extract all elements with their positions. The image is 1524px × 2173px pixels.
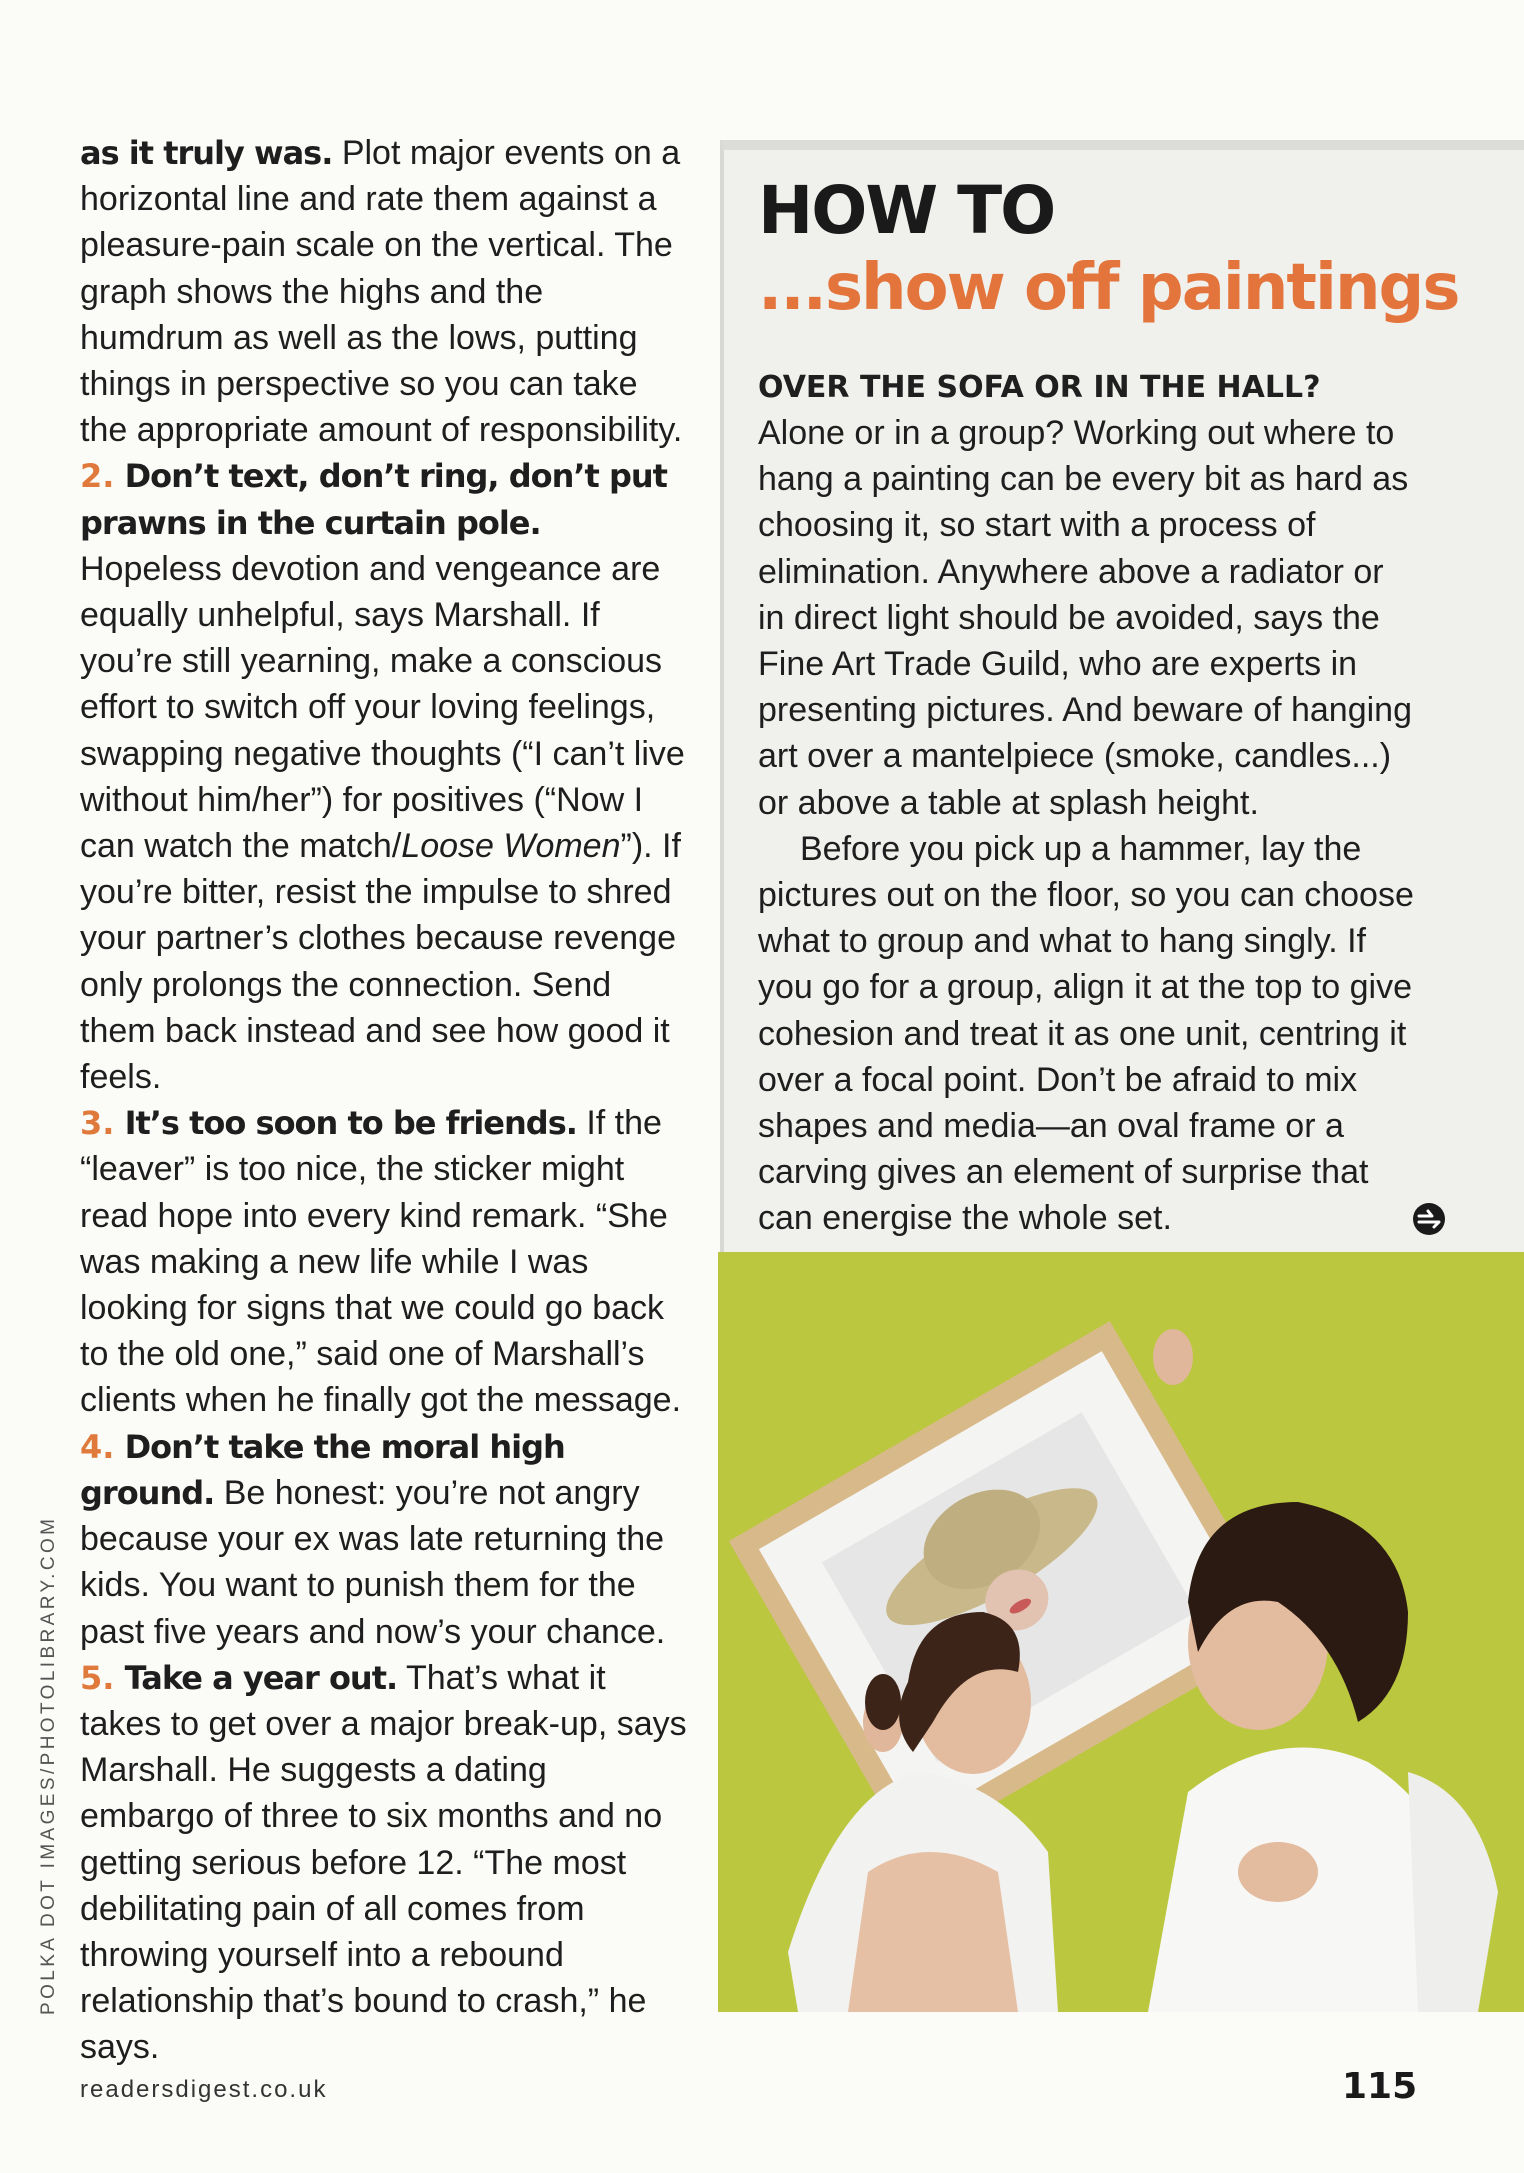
tip-2-text-end: ”). If you’re bitter, resist the impulse to shred your partner’s clothes because revenge only prolongs the connection. Send them back instead and see how good it feels.: [80, 827, 681, 1097]
photo-illustration: [718, 1252, 1524, 2012]
tip-3-text: If the “leaver” is too nice, the sticker might read hope into every kind remark. “She was making a new life while I was looking for signs that we could go back to the old one,” said one of Marshall’s clients when he finally got the message.: [80, 1104, 682, 1420]
tip-2-title: Don’t text, don’t ring, don’t put prawns in the curtain pole.: [80, 457, 667, 542]
tip-3-title: It’s too soon to be friends.: [114, 1104, 577, 1143]
tip-4: [80, 1424, 690, 1655]
sidebar-heading: HOW TO: [758, 172, 1055, 249]
page-number: 115: [1342, 2066, 1418, 2107]
tip-4-number: 4.: [80, 1427, 115, 1466]
sidebar-section-title: OVER THE SOFA OR IN THE HALL?: [758, 370, 1321, 405]
tip-2: [80, 453, 690, 1100]
continue-arrow-icon: [1410, 1200, 1448, 1238]
tip-3-number: 3.: [80, 1104, 115, 1143]
couple-hanging-painting-photo: [718, 1252, 1524, 2012]
sidebar-paragraph-1: Alone or in a group? Working out where to hang a painting can be every bit as hard as choosing it, so start with a process of elimination. Anywhere above a radiator or in direct light should be avoided, says the Fine Art Trade Guild, who are experts in presenting pictures. And beware of hanging art over a mantelpiece (smoke, candles...) or above a table at splash height.: [758, 414, 1413, 822]
photo-credit: [30, 1475, 66, 2015]
photo-credit-text: POLKA DOT IMAGES/PHOTOLIBRARY.COM: [38, 1515, 59, 2015]
sidebar-body: [758, 410, 1418, 1242]
tip-5-text: That’s what it takes to get over a major break-up, says Marshall. He suggests a dating embargo of three to six months and no getting serious before 12. “The most debilitating pain of all comes from throwing yourself into a rebound relationship that’s bound to crash,” he says.: [80, 1658, 687, 2067]
tip-2-text: Hopeless devotion and vengeance are equally unhelpful, says Marshall. If you’re still yearning, make a conscious effort to switch off your loving feelings, swapping negative thoughts (“I can’t live without him/her”) for positives (“Now I can watch the match/: [80, 549, 685, 866]
tip-5-title: Take a year out.: [114, 1658, 398, 1697]
paragraph-1-lead: as it truly was.: [80, 134, 333, 172]
tip-2-number: 2.: [80, 457, 115, 496]
tip-5: [80, 1655, 690, 2071]
paragraph-1: [80, 130, 690, 453]
tip-5-number: 5.: [80, 1658, 115, 1697]
sidebar-paragraph-2: Before you pick up a hammer, lay the pictures out on the floor, so you can choose what to group and what to hang singly. If you go for a group, align it at the top to give cohesion and treat it as one unit, centring it over a focal point. Don’t be afraid to mix shapes and media—an oval frame or a carving gives an element of surprise that can energise the whole set.: [758, 829, 1414, 1238]
sidebar-subheading: ...show off paintings: [758, 251, 1459, 325]
footer-website: readersdigest.co.uk: [80, 2076, 328, 2103]
tip-4-text: Be honest: you’re not angry because your ex was late returning the kids. You want to punish them for the past five years and now’s your chance.: [80, 1473, 666, 1651]
main-article-column: [80, 130, 690, 2071]
tip-2-italic: Loose Women: [401, 827, 621, 866]
tip-3: [80, 1100, 690, 1423]
tip-4-title: Don’t take the moral high ground.: [80, 1427, 565, 1512]
paragraph-1-text: Plot major events on a horizontal line and rate them against a pleasure-pain scale on the vertical. The graph shows the highs and the humdrum as well as the lows, putting things in perspective so you can take the appropriate amount of responsibility.: [80, 134, 683, 450]
